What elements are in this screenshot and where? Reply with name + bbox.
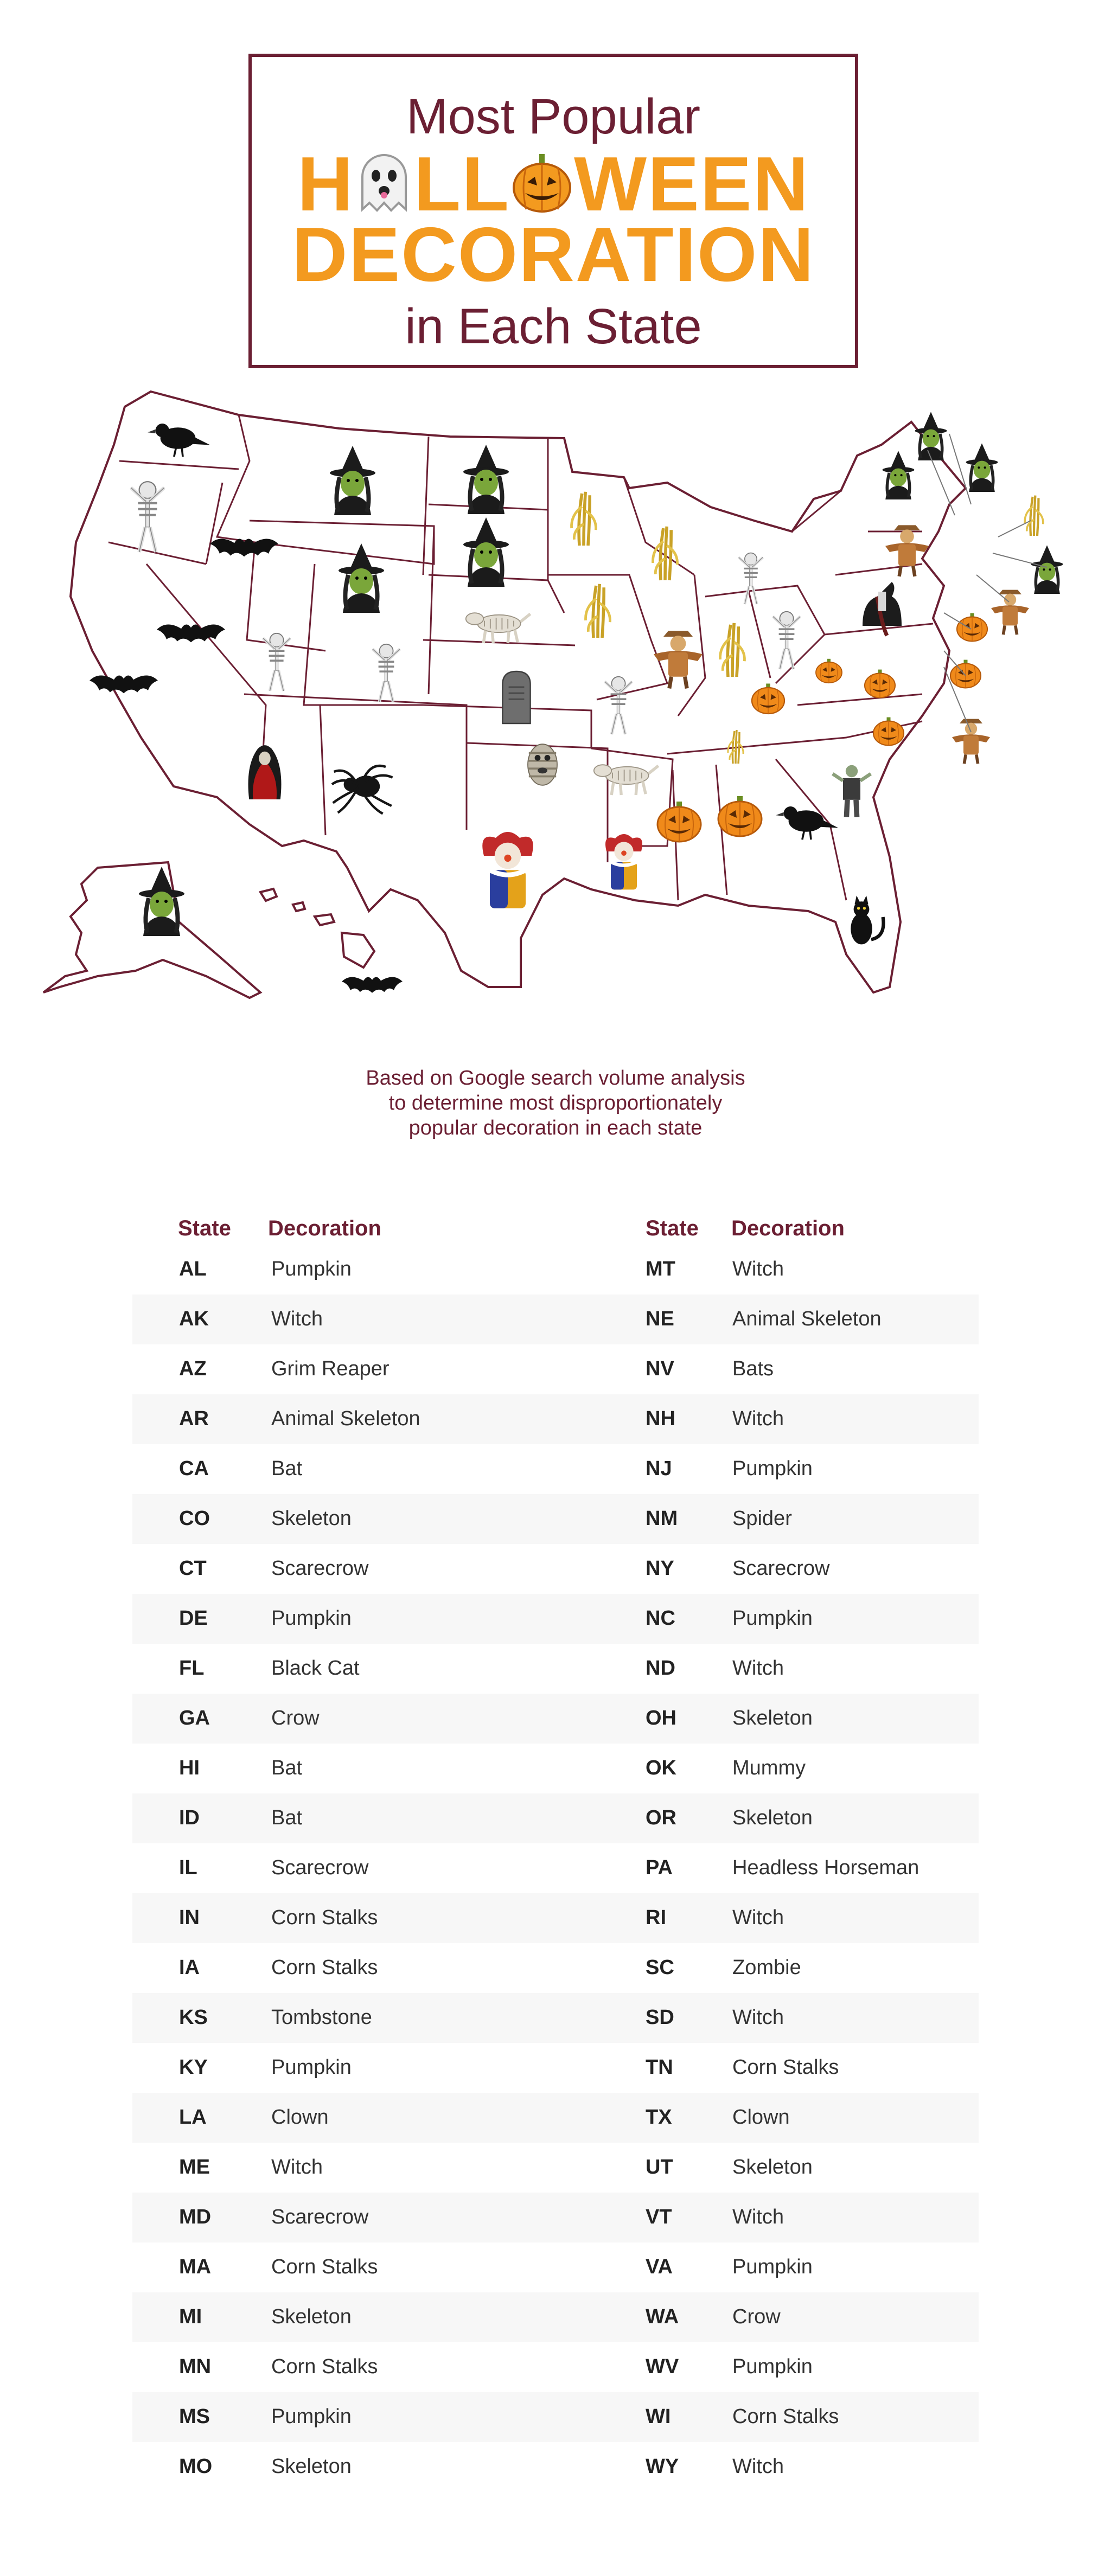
decoration-name: Witch [732, 2006, 784, 2029]
decoration-name: Scarecrow [271, 2206, 369, 2228]
decoration-name: Scarecrow [271, 1856, 369, 1879]
table-row [132, 1943, 556, 1993]
table-row [132, 2043, 556, 2093]
table-header [132, 1207, 556, 1245]
title-h: H [297, 141, 354, 227]
decoration-name: Bat [271, 1757, 303, 1779]
state-code: LA [179, 2106, 207, 2129]
state-code: OR [646, 1806, 676, 1829]
ghost-icon [354, 150, 414, 215]
table-row [556, 1494, 979, 1544]
state-code: ND [646, 1657, 675, 1680]
state-code: TN [646, 2056, 673, 2079]
table-row [132, 1843, 556, 1893]
title-line-4: in Each State [405, 299, 702, 354]
decoration-name: Clown [271, 2106, 329, 2129]
table-row [132, 1744, 556, 1793]
decoration-name: Skeleton [732, 1806, 813, 1829]
state-code: AK [179, 1308, 209, 1330]
state-code: NV [646, 1357, 674, 1380]
subtitle-line-1: Based on Google search volume analysis [366, 1067, 745, 1090]
table-row [556, 1943, 979, 1993]
table-row [132, 2242, 556, 2292]
state-code: DE [179, 1607, 208, 1630]
table-row [556, 1993, 979, 2043]
decoration-name: Corn Stalks [732, 2056, 839, 2079]
decoration-name: Animal Skeleton [271, 1407, 420, 1430]
state-code: GA [179, 1707, 210, 1729]
decoration-name: Pumpkin [271, 1258, 352, 1280]
table-row [132, 2093, 556, 2143]
state-code: KS [179, 2006, 208, 2029]
decoration-name: Corn Stalks [271, 1956, 378, 1979]
header-decoration: Decoration [731, 1216, 845, 1240]
state-code: AR [179, 1407, 209, 1430]
state-code: MS [179, 2405, 210, 2428]
decoration-name: Skeleton [271, 2455, 352, 2478]
table-row [556, 1694, 979, 1744]
table-row [132, 1544, 556, 1594]
decoration-name: Scarecrow [271, 1557, 369, 1580]
state-table-left [132, 1207, 556, 2492]
table-row [132, 1893, 556, 1943]
decoration-name: Witch [732, 1906, 784, 1929]
table-row [132, 1644, 556, 1694]
table-row [556, 2292, 979, 2342]
table-row [132, 1594, 556, 1644]
title-line-3: DECORATION [291, 212, 815, 298]
decoration-name: Crow [732, 2305, 781, 2328]
table-row [556, 1245, 979, 1295]
table-row [132, 1694, 556, 1744]
decoration-name: Black Cat [271, 1657, 360, 1680]
icon-tx-clown [482, 832, 533, 908]
icon-hi-bat [342, 977, 403, 993]
table-row [132, 2143, 556, 2193]
state-code: KY [179, 2056, 208, 2079]
state-code: MN [179, 2355, 212, 2378]
decoration-name: Corn Stalks [271, 1906, 378, 1929]
title-ween: WEEN [574, 141, 810, 227]
table-row [132, 1494, 556, 1544]
state-code: WI [646, 2405, 671, 2428]
state-code: IN [179, 1906, 200, 1929]
state-code: SD [646, 2006, 674, 2029]
decoration-name: Pumpkin [732, 2255, 813, 2278]
state-code: VT [646, 2206, 672, 2228]
state-code: CT [179, 1557, 207, 1580]
decoration-name: Witch [732, 2206, 784, 2228]
table-row [556, 1744, 979, 1793]
decoration-name: Witch [271, 2156, 323, 2178]
table-row [556, 1644, 979, 1694]
table-row [556, 1793, 979, 1843]
header-state: State [178, 1216, 231, 1240]
state-code: OK [646, 1757, 676, 1779]
state-table-right [556, 1207, 979, 2492]
table-row [132, 2292, 556, 2342]
decoration-name: Pumpkin [271, 2405, 352, 2428]
decoration-name: Pumpkin [732, 2355, 813, 2378]
decoration-name: Pumpkin [732, 1607, 813, 1630]
icon-nj-pumpkin [957, 613, 987, 642]
decoration-name: Witch [732, 1407, 784, 1430]
icon-ct-scarecrow [991, 590, 1029, 635]
decoration-name: Clown [732, 2106, 790, 2129]
table-row [132, 2442, 556, 2492]
decoration-name: Witch [732, 1657, 784, 1680]
icon-ri-witch [1031, 545, 1063, 594]
subtitle-line-3: popular decoration in each state [408, 1117, 703, 1139]
table-row [556, 1444, 979, 1494]
decoration-name: Pumpkin [271, 2056, 352, 2079]
title-line-1: Most Popular [406, 89, 701, 144]
decoration-name: Witch [732, 2455, 784, 2478]
decoration-name: Witch [271, 1308, 323, 1330]
state-code: WV [646, 2355, 679, 2378]
table-row [556, 2143, 979, 2193]
table-row [556, 2093, 979, 2143]
table-row [556, 1394, 979, 1444]
table-row [556, 2392, 979, 2442]
state-code: SC [646, 1956, 674, 1979]
table-rows [132, 1245, 556, 2492]
decoration-name: Skeleton [271, 2305, 352, 2328]
table-row [132, 1444, 556, 1494]
state-code: ID [179, 1806, 200, 1829]
table-row [132, 1245, 556, 1295]
title-box [248, 54, 858, 368]
decoration-name: Grim Reaper [271, 1357, 390, 1380]
state-code: VA [646, 2255, 673, 2278]
icon-nh-witch [915, 412, 947, 460]
table-row [132, 1793, 556, 1843]
decoration-name: Headless Horseman [732, 1856, 920, 1879]
state-code: NY [646, 1557, 674, 1580]
decoration-name: Corn Stalks [732, 2405, 839, 2428]
icon-ma-corn [1025, 496, 1043, 536]
state-code: CO [179, 1507, 210, 1530]
state-code: MD [179, 2206, 212, 2228]
state-code: IA [179, 1956, 200, 1979]
state-code: WA [646, 2305, 679, 2328]
decoration-name: Corn Stalks [271, 2255, 378, 2278]
table-row [132, 1344, 556, 1394]
decoration-name: Skeleton [732, 1707, 813, 1729]
subtitle-line-2: to determine most disproportionately [388, 1092, 723, 1114]
state-code: ME [179, 2156, 210, 2178]
decoration-name: Tombstone [271, 2006, 372, 2029]
state-code: AZ [179, 1357, 207, 1380]
table-row [556, 1344, 979, 1394]
state-code: MT [646, 1258, 675, 1280]
table-row [556, 1295, 979, 1344]
state-code: UT [646, 2156, 673, 2178]
table-row [556, 2442, 979, 2492]
header-state: State [646, 1216, 699, 1240]
table-row [132, 1394, 556, 1444]
state-code: FL [179, 1657, 205, 1680]
decoration-name: Pumpkin [732, 1457, 813, 1480]
table-row [556, 1544, 979, 1594]
table-row [132, 1295, 556, 1344]
decoration-name: Spider [732, 1507, 792, 1530]
table-rows [556, 1245, 979, 2492]
state-code: HI [179, 1757, 200, 1779]
table-header [556, 1207, 979, 1245]
table-row [132, 2193, 556, 2242]
state-code: CA [179, 1457, 209, 1480]
table-row [556, 2242, 979, 2292]
subtitle [311, 1066, 800, 1140]
state-code: NJ [646, 1457, 672, 1480]
decoration-name: Bats [732, 1357, 774, 1380]
state-code: MI [179, 2305, 202, 2328]
state-code: OH [646, 1707, 676, 1729]
title-ll: LL [413, 141, 510, 227]
decoration-name: Bat [271, 1457, 303, 1480]
decoration-name: Witch [732, 1258, 784, 1280]
icon-me-witch [966, 443, 998, 492]
hawaii-outline [260, 889, 374, 967]
decoration-name: Corn Stalks [271, 2355, 378, 2378]
state-code: MO [179, 2455, 213, 2478]
state-code: NC [646, 1607, 675, 1630]
state-code: NH [646, 1407, 675, 1430]
state-code: NM [646, 1507, 678, 1530]
table-row [556, 1594, 979, 1644]
table-row [132, 1993, 556, 2043]
decoration-name: Bat [271, 1806, 303, 1829]
decoration-name: Skeleton [732, 2156, 813, 2178]
state-code: TX [646, 2106, 672, 2129]
table-row [132, 2342, 556, 2392]
us-map [0, 380, 1111, 1020]
decoration-name: Pumpkin [271, 1607, 352, 1630]
decoration-name: Animal Skeleton [732, 1308, 882, 1330]
state-code: NE [646, 1308, 674, 1330]
state-code: AL [179, 1258, 207, 1280]
table-row [556, 2043, 979, 2093]
decoration-name: Skeleton [271, 1507, 352, 1530]
table-row [556, 2193, 979, 2242]
state-code: MA [179, 2255, 212, 2278]
icon-ks-tombstone [502, 671, 530, 723]
icon-ok-mummy [528, 744, 557, 785]
decoration-name: Mummy [732, 1757, 806, 1779]
table-row [556, 2342, 979, 2392]
table-row [556, 1893, 979, 1943]
icon-md-scarecrow [952, 719, 990, 764]
state-code: RI [646, 1906, 666, 1929]
state-code: WY [646, 2455, 679, 2478]
state-code: PA [646, 1856, 673, 1879]
table-row [132, 2392, 556, 2442]
state-code: IL [179, 1856, 197, 1879]
table-row [556, 1843, 979, 1893]
pumpkin-title-icon [510, 151, 574, 215]
decoration-name: Scarecrow [732, 1557, 830, 1580]
decoration-name: Crow [271, 1707, 320, 1729]
decoration-name: Zombie [732, 1956, 801, 1979]
header-decoration: Decoration [268, 1216, 381, 1240]
